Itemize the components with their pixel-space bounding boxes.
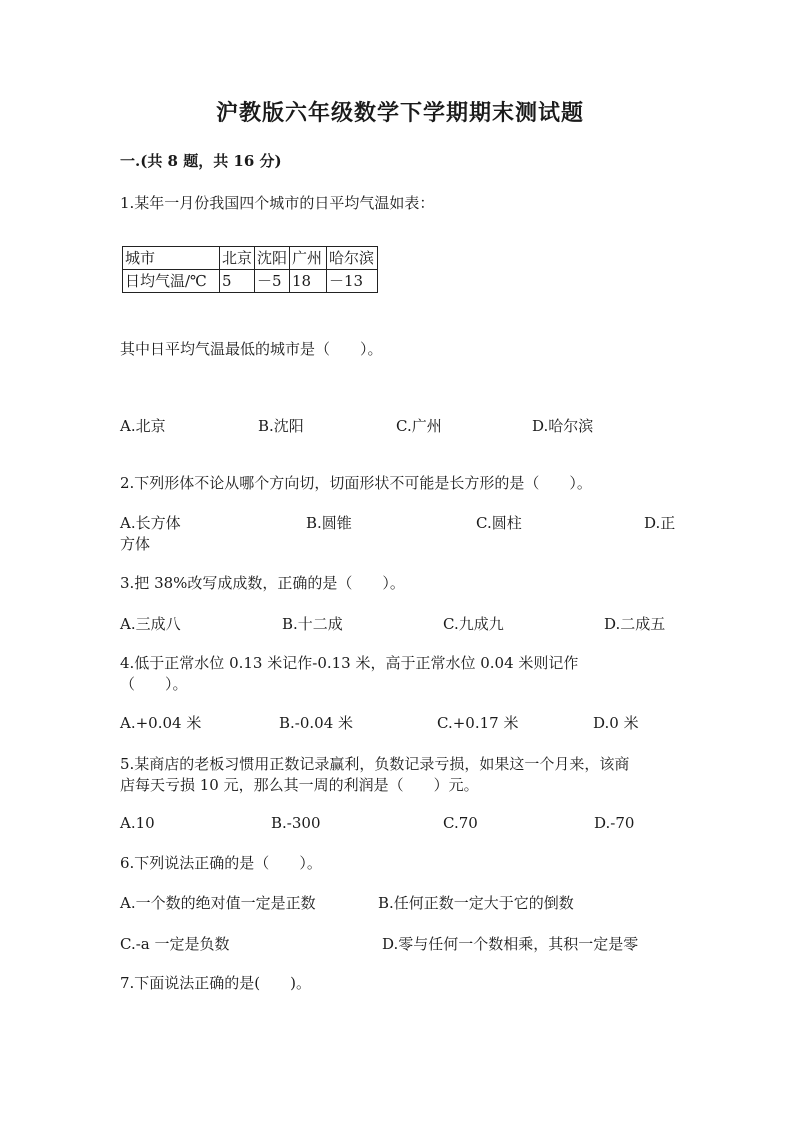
question-1-question: 其中日平均气温最低的城市是（ ）。: [120, 340, 383, 358]
q1-option-d: D.哈尔滨: [532, 417, 594, 435]
q5-option-a: A.10: [120, 814, 155, 832]
q4-option-b: B.-0.04 米: [279, 714, 354, 732]
table-cell: 日均气温/℃: [123, 270, 220, 293]
q4-option-a: A.+0.04 米: [120, 714, 202, 732]
question-2-stem: 2.下列形体不论从哪个方向切，切面形状不可能是长方形的是（ ）。: [120, 474, 592, 492]
table-cell: 5: [220, 270, 255, 293]
question-4-stem: 4.低于正常水位 0.13 米记作-0.13 米，高于正常水位 0.04 米则记作: [120, 654, 579, 672]
q4-option-d: D.0 米: [593, 714, 639, 732]
temperature-table: [122, 246, 378, 293]
q3-option-c: C.九成九: [443, 615, 504, 633]
question-3-stem: 3.把 38%改写成成数，正确的是（ ）。: [120, 574, 405, 592]
q1-option-b: B.沈阳: [258, 417, 304, 435]
q2-option-a: A.长方体: [120, 514, 181, 532]
q2-option-b: B.圆锥: [306, 514, 352, 532]
q1-option-c: C.广州: [396, 417, 442, 435]
question-6-stem: 6.下列说法正确的是（ ）。: [120, 854, 322, 872]
q3-option-d: D.二成五: [604, 615, 666, 633]
q2-option-c: C.圆柱: [476, 514, 522, 532]
q3-option-a: A.三成八: [120, 615, 181, 633]
question-7-stem: 7.下面说法正确的是( )。: [120, 974, 312, 992]
q6-option-c: C.-a 一定是负数: [120, 935, 230, 953]
table-cell: －5: [255, 270, 290, 293]
section-heading: 一.(共 8 题，共 16 分): [120, 152, 282, 170]
q5-option-c: C.70: [443, 814, 478, 832]
table-header-cell: 城市: [123, 247, 220, 270]
question-4-stem-2: （ ）。: [120, 675, 188, 693]
table-cell: 18: [290, 270, 327, 293]
q2-option-d: D.正: [644, 514, 676, 532]
q5-option-b: B.-300: [271, 814, 321, 832]
table-row: [123, 270, 378, 293]
table-row: [123, 247, 378, 270]
q6-option-a: A.一个数的绝对值一定是正数: [120, 894, 316, 912]
table-header-cell: 哈尔滨: [327, 247, 378, 270]
q6-option-d: D.零与任何一个数相乘，其积一定是零: [382, 935, 639, 953]
question-1-stem: 1.某年一月份我国四个城市的日平均气温如表：: [120, 194, 435, 212]
q4-option-c: C.+0.17 米: [437, 714, 519, 732]
q1-option-a: A.北京: [120, 417, 166, 435]
question-5-stem: 5.某商店的老板习惯用正数记录赢利，负数记录亏损，如果这一个月来，该商: [120, 755, 630, 773]
question-5-stem-2: 店每天亏损 10 元，那么其一周的利润是（ ）元。: [120, 776, 479, 794]
q2-option-d-wrap: 方体: [120, 535, 151, 553]
q5-option-d: D.-70: [594, 814, 635, 832]
q6-option-b: B.任何正数一定大于它的倒数: [378, 894, 574, 912]
table-header-cell: 广州: [290, 247, 327, 270]
table-cell: －13: [327, 270, 378, 293]
table-header-cell: 北京: [220, 247, 255, 270]
table-header-cell: 沈阳: [255, 247, 290, 270]
q3-option-b: B.十二成: [282, 615, 343, 633]
page-title: 沪教版六年级数学下学期期末测试题: [215, 100, 584, 126]
